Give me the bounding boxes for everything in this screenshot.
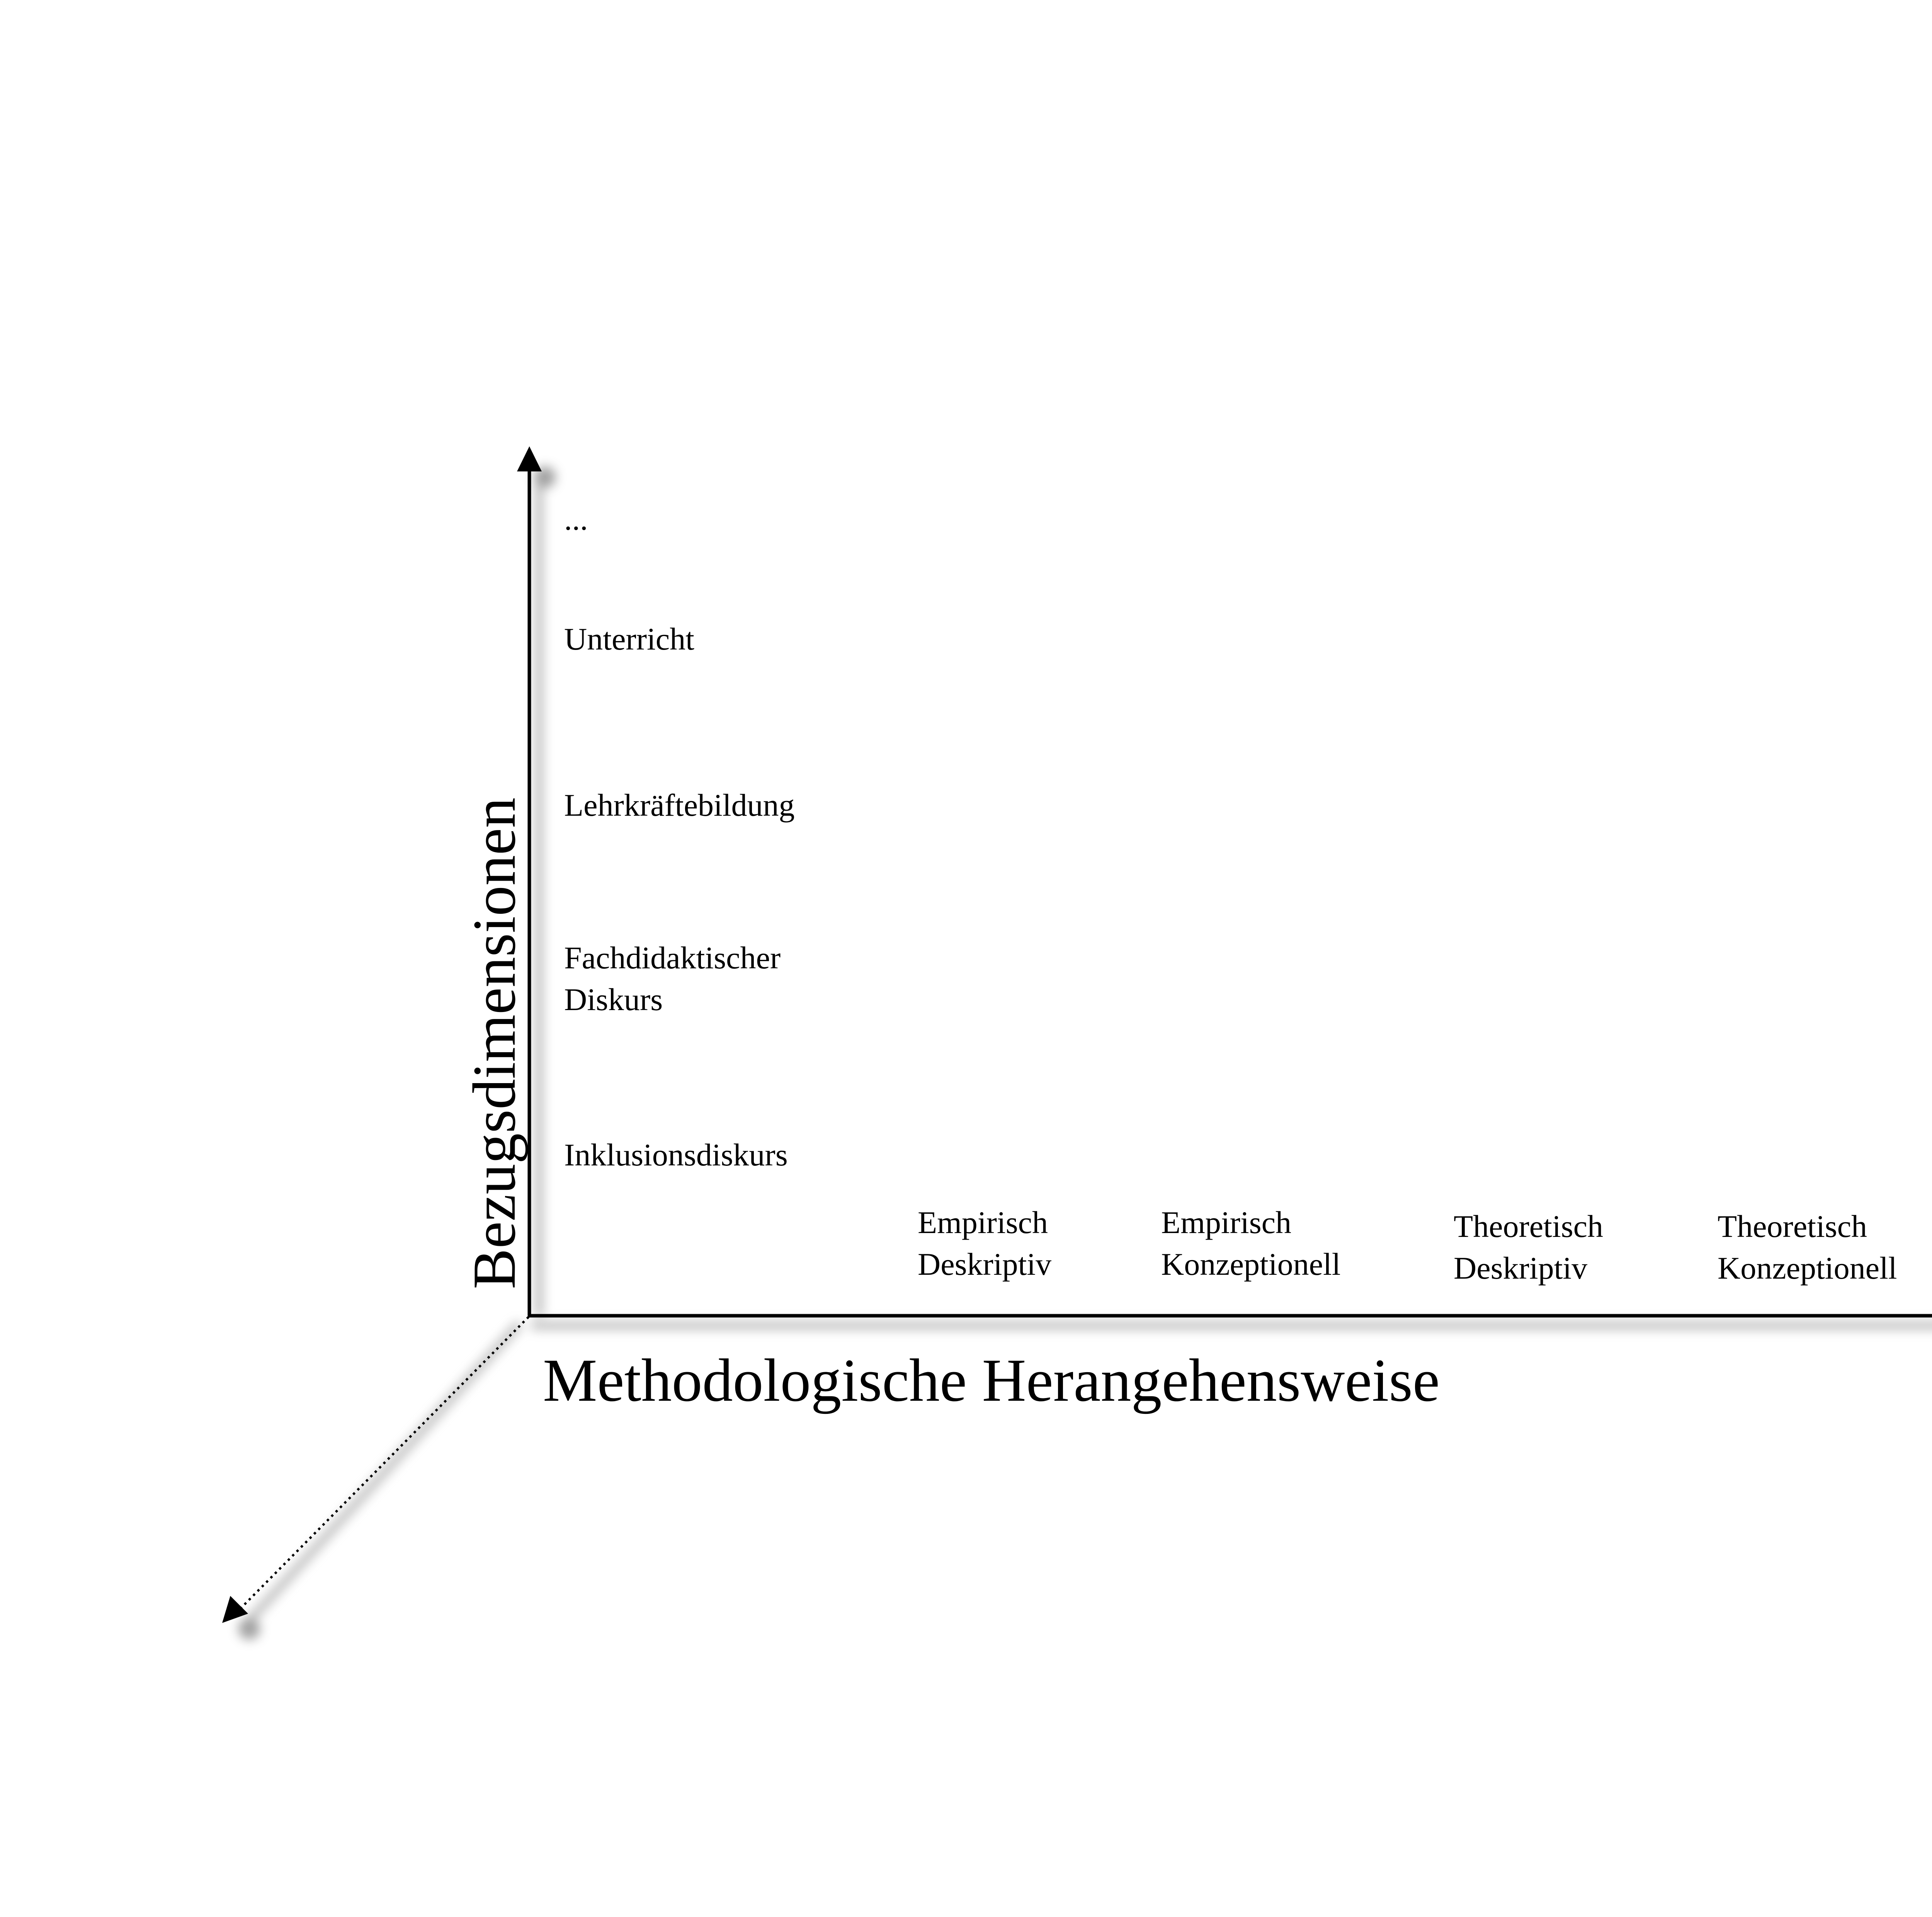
x-label-empirisch-konzeptionell (1161, 1202, 1341, 1285)
x-label-line: Deskriptiv (918, 1247, 1052, 1282)
y-label-line: ... (564, 502, 588, 537)
y-axis-arrowhead (517, 446, 542, 471)
z-arrowhead-shadow (238, 1618, 260, 1640)
y-label-line: Inklusionsdiskurs (564, 1137, 788, 1172)
y-label-line: Diskurs (564, 982, 663, 1017)
y-label-line: Fachdidaktischer (564, 940, 781, 975)
x-axis-title: Methodologische Herangehensweise (543, 1347, 1440, 1414)
x-label-theoretisch-konzeptionell (1718, 1206, 1897, 1289)
x-label-empirisch-deskriptiv (918, 1202, 1051, 1285)
x-label-line: Deskriptiv (1454, 1250, 1588, 1286)
y-label-inklusionsdiskurs (564, 1134, 788, 1176)
y-label-fachdidaktischer-diskurs (564, 937, 781, 1021)
y-label-unterricht (564, 618, 694, 660)
y-axis-title: Bezugsdimensionen (461, 797, 528, 1289)
y-label-lehrkraeftebildung (564, 784, 795, 826)
x-label-line: Empirisch (918, 1205, 1048, 1240)
z-axis-shadow (247, 1323, 520, 1623)
x-label-line: Theoretisch (1454, 1209, 1604, 1244)
z-axis-arrowhead (222, 1596, 248, 1623)
x-label-line: Empirisch (1161, 1205, 1292, 1240)
y-label-ellipsis (564, 498, 588, 540)
x-label-theoretisch-deskriptiv (1454, 1206, 1603, 1289)
y-label-line: Unterricht (564, 621, 694, 657)
x-label-line: Konzeptionell (1161, 1247, 1341, 1282)
y-label-line: Lehrkräftebildung (564, 788, 795, 823)
x-label-line: Theoretisch (1718, 1209, 1867, 1244)
x-label-line: Konzeptionell (1718, 1250, 1897, 1286)
